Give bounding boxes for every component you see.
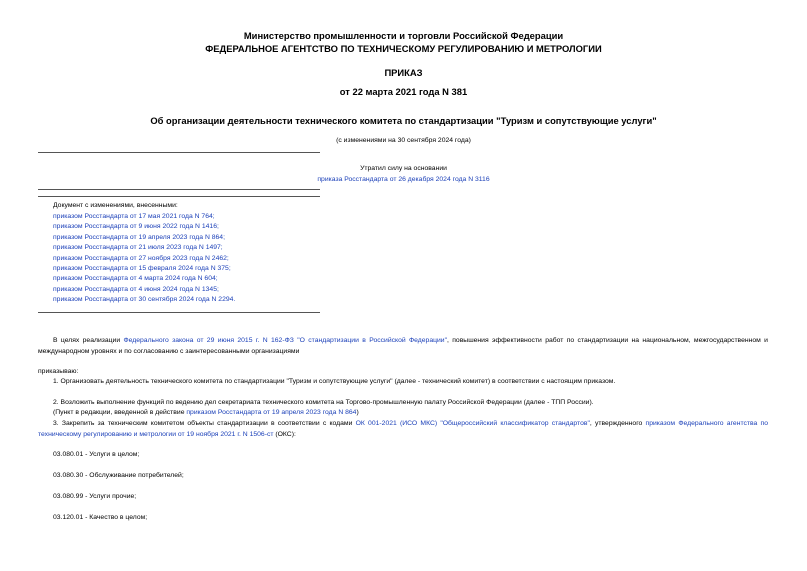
order-1506-link[interactable]: приказом Федерального агентства по техническому регулированию и метрологии от 19 ноября 2021 г. N 1506-ст: [38, 420, 768, 438]
paragraph-2-note: [53, 408, 359, 419]
repeal-link-wrapper: [0, 175, 807, 184]
agency-name: ФЕДЕРАЛЬНОЕ АГЕНТСТВО ПО ТЕХНИЧЕСКОМУ РЕГУЛИРОВАНИЮ И МЕТРОЛОГИИ: [205, 43, 602, 54]
divider: [38, 196, 320, 197]
amendment-link[interactable]: приказом Росстандарта от 27 ноября 2023 года N 2462;: [53, 254, 229, 262]
ministry-name: Министерство промышленности и торговли Российской Федерации: [243, 30, 564, 41]
divider: [38, 189, 320, 190]
paragraph-3: [38, 419, 768, 440]
divider: [38, 152, 320, 153]
note-text: (Пункт в редакции, введенной в действие: [53, 409, 187, 416]
amendments-heading: Документ с изменениями, внесенными:: [53, 202, 178, 209]
repeal-link[interactable]: приказа Росстандарта от 26 декабря 2024 года N 3116: [317, 176, 490, 183]
document-type: ПРИКАЗ: [384, 67, 423, 78]
amendment-link[interactable]: приказом Росстандарта от 4 марта 2024 года N 604;: [53, 275, 218, 283]
amendment-864-link[interactable]: приказом Росстандарта от 19 апреля 2023 года N 864: [186, 409, 357, 416]
preamble-paragraph: [38, 336, 768, 357]
divider: [38, 312, 320, 313]
code-item: 03.080.30 - Обслуживание потребителей;: [53, 472, 184, 479]
federal-law-link[interactable]: Федерального закона от 29 июня 2015 г. N 162-ФЗ "О стандартизации в Российской Федерации": [123, 337, 447, 344]
code-item: 03.120.01 - Качество в целом;: [53, 514, 148, 521]
code-item: 03.080.01 - Услуги в целом;: [53, 451, 140, 458]
document-date-number: от 22 марта 2021 года N 381: [339, 86, 468, 97]
paragraph-1: 1. Организовать деятельность технического комитета по стандартизации "Туризм и сопутствующие услуги" (далее - технический комитет) в соответствии с настоящим приказом.: [53, 378, 616, 385]
order-word: приказываю:: [38, 368, 79, 375]
document-title: Об организации деятельности технического комитета по стандартизации "Туризм и сопутствующие услуги": [150, 115, 657, 126]
repeal-label: Утратил силу на основании: [360, 165, 447, 172]
amendment-link[interactable]: приказом Росстандарта от 9 июня 2022 года N 1416;: [53, 223, 219, 231]
note-text: ): [356, 409, 359, 416]
amendment-link[interactable]: приказом Росстандарта от 17 мая 2021 года N 764;: [53, 213, 215, 220]
p3-text: (ОКС):: [273, 430, 296, 438]
amendments-list: [53, 212, 235, 306]
code-item: 03.080.99 - Услуги прочие;: [53, 493, 137, 500]
p3-text: 3. Закрепить за техническим комитетом объекты стандартизации в соответствии с кодами: [53, 420, 356, 427]
paragraph-2: 2. Возложить выполнение функций по ведению дел секретариата технического комитета на Торгово-промышленную палату Российской Федерации (далее - ТПП России).: [53, 399, 594, 406]
p3-text: , утвержденного: [589, 420, 646, 427]
amendment-link[interactable]: приказом Росстандарта от 19 апреля 2023 года N 864;: [53, 233, 225, 241]
amended-note: (с изменениями на 30 сентября 2024 года): [336, 137, 471, 144]
oks-classifier-link[interactable]: ОК 001-2021 (ИСО МКС) "Общероссийский классификатор стандартов": [355, 420, 590, 427]
amendment-link[interactable]: приказом Росстандарта от 4 июня 2024 года N 1345;: [53, 285, 219, 293]
amendment-link[interactable]: приказом Росстандарта от 30 сентября 2024 года N 2294.: [53, 296, 236, 304]
amendment-link[interactable]: приказом Росстандарта от 15 февраля 2024 года N 375;: [53, 264, 231, 272]
preamble-text: В целях реализации: [53, 337, 124, 344]
amendment-link[interactable]: приказом Росстандарта от 21 июля 2023 года N 1497;: [53, 244, 223, 252]
preamble-text: , повышения эффективности работ по стандартизации на национальном, межгосударственном и международном уровнях и по согласованию с заинтересованными организациями: [38, 337, 768, 355]
